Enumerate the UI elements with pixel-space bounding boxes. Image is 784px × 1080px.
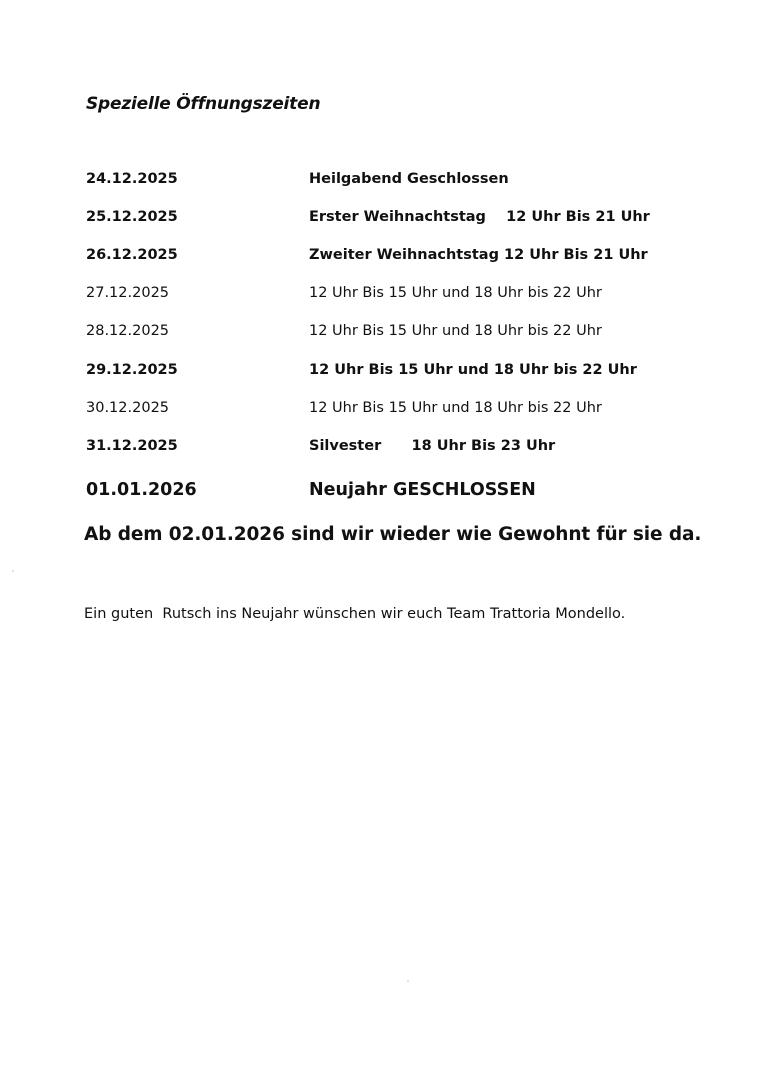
schedule-row: [0, 323, 784, 345]
schedule-date: 25.12.2025: [86, 209, 178, 225]
newyear-row: [0, 480, 784, 506]
reopening-notice: Ab dem 02.01.2026 sind wir wieder wie Gewohnt für sie da.: [84, 524, 702, 545]
newyear-date: 01.01.2026: [86, 480, 197, 500]
schedule-description: 12 Uhr Bis 15 Uhr und 18 Uhr bis 22 Uhr: [309, 400, 602, 416]
schedule-row: [0, 400, 784, 422]
schedule-date: 31.12.2025: [86, 438, 178, 454]
scan-speck: [407, 980, 409, 982]
schedule-row: [0, 171, 784, 193]
schedule-description: Silvester 18 Uhr Bis 23 Uhr: [309, 438, 556, 454]
schedule-date: 27.12.2025: [86, 285, 170, 301]
schedule-date: 24.12.2025: [86, 171, 178, 187]
scan-speck: [12, 570, 14, 572]
schedule-description: 12 Uhr Bis 15 Uhr und 18 Uhr bis 22 Uhr: [309, 285, 602, 301]
schedule-description: Zweiter Weihnachtstag 12 Uhr Bis 21 Uhr: [309, 247, 648, 263]
schedule-description: 12 Uhr Bis 15 Uhr und 18 Uhr bis 22 Uhr: [309, 362, 637, 378]
schedule-description: Heilgabend Geschlossen: [309, 171, 509, 187]
schedule-date: 29.12.2025: [86, 362, 178, 378]
schedule-row: [0, 362, 784, 384]
newyear-description: Neujahr GESCHLOSSEN: [309, 480, 536, 500]
page-title: Spezielle Öffnungszeiten: [86, 94, 321, 114]
closing-greeting: Ein guten Rutsch ins Neujahr wünschen wir euch Team Trattoria Mondello.: [84, 606, 626, 622]
schedule-description: 12 Uhr Bis 15 Uhr und 18 Uhr bis 22 Uhr: [309, 323, 602, 339]
schedule-row: [0, 247, 784, 269]
schedule-description: Erster Weihnachtstag 12 Uhr Bis 21 Uhr: [309, 209, 650, 225]
schedule-row: [0, 285, 784, 307]
schedule-row: [0, 209, 784, 231]
schedule-row: [0, 438, 784, 460]
schedule-date: 28.12.2025: [86, 323, 170, 339]
schedule-date: 30.12.2025: [86, 400, 170, 416]
schedule-date: 26.12.2025: [86, 247, 178, 263]
